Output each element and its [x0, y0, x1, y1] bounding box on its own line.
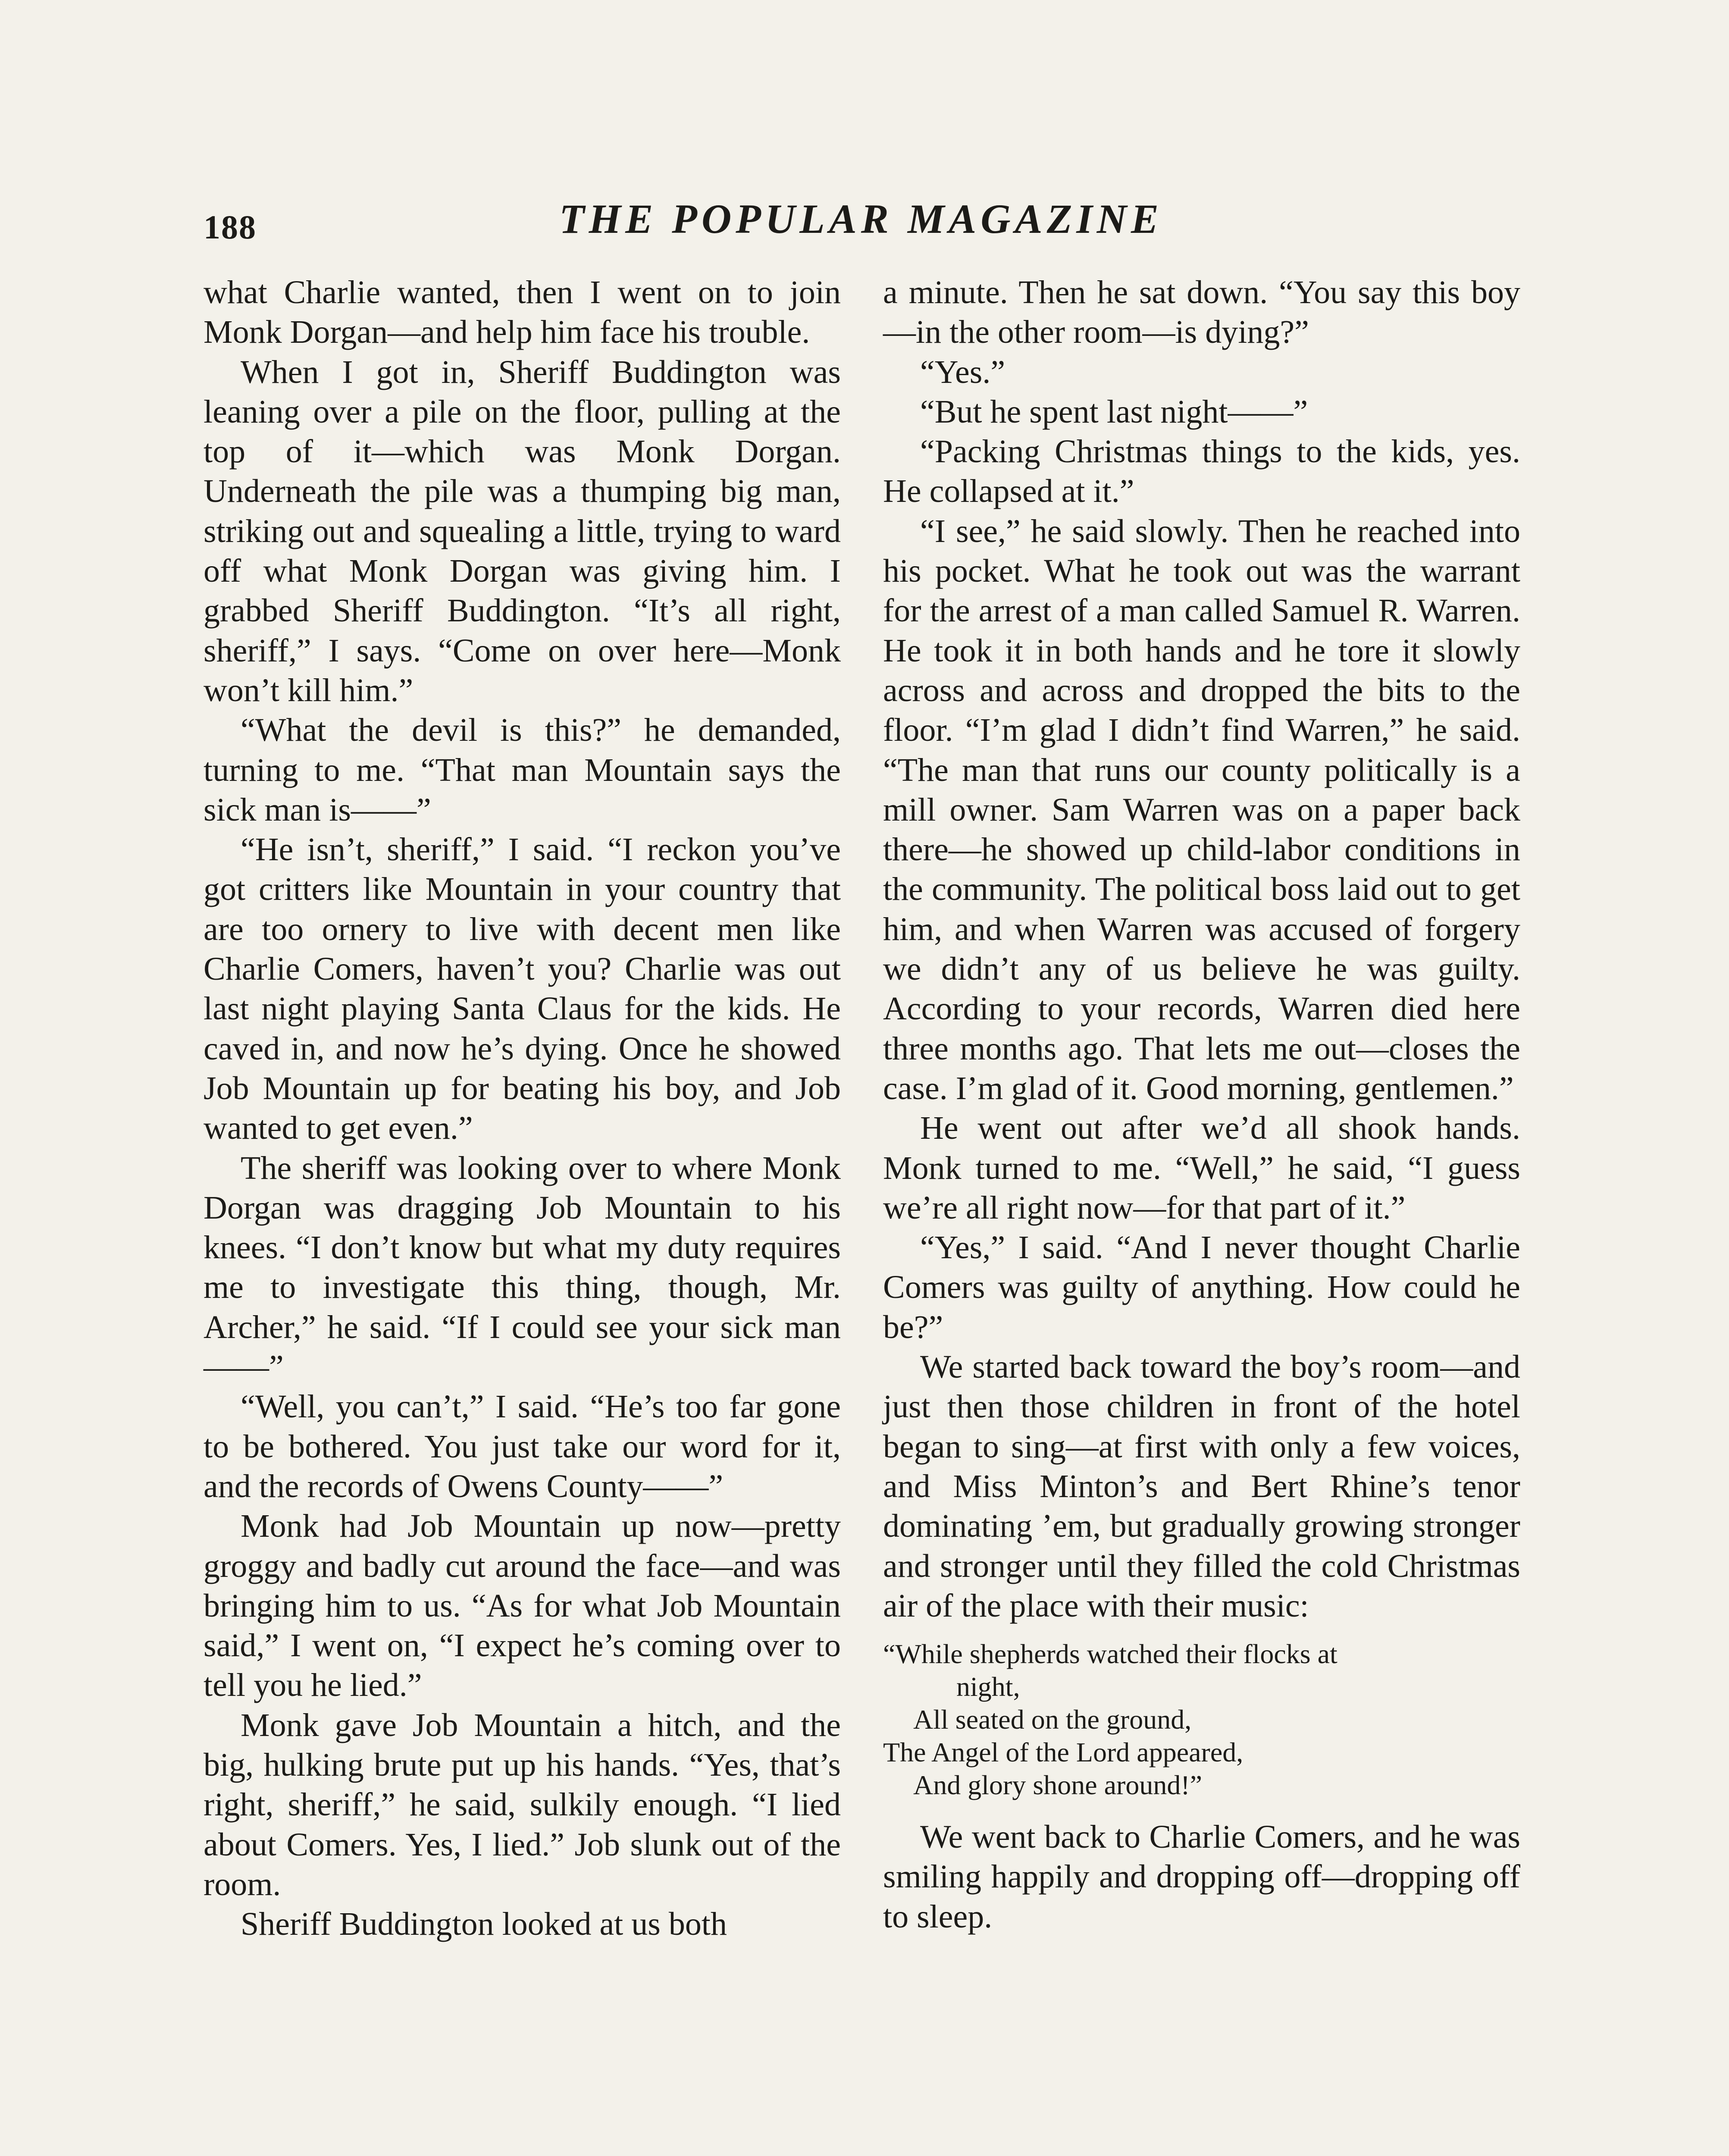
- page-header: [204, 195, 1519, 251]
- paragraph: “What the devil is this?” he demanded, turning to me. “That man Mountain says the sick man is——”: [204, 712, 841, 828]
- paragraph: “But he spent last night——”: [920, 393, 1308, 430]
- paragraph: “Yes.”: [920, 354, 1005, 390]
- paragraph: The sheriff was looking over to where Monk Dorgan was dragging Job Mountain to his knees. “I don’t know but what my duty requires me to investigate this thing, though, Mr. Archer,” he said. “If I could see your sick man——”: [204, 1150, 841, 1385]
- right-column: [883, 273, 1520, 1937]
- paragraph: “Well, you can’t,” I said. “He’s too far gone to be bothered. You just take our word for it, and the records of Owens County——”: [204, 1388, 841, 1504]
- hymn-verse: [883, 1638, 1520, 1802]
- paragraph: When I got in, Sheriff Buddington was leaning over a pile on the floor, pulling at the top of it—which was Monk Dorgan. Underneath the pile was a thumping big man, striking out and squealing a little, trying to ward off what Monk Dorgan was giving him. I grabbed Sheriff Buddington. “It’s all right, sheriff,” I says. “Come on over here—Monk won’t kill him.”: [204, 354, 841, 708]
- paragraph: “Packing Christmas things to the kids, yes. He collapsed at it.”: [883, 433, 1520, 510]
- paragraph: a minute. Then he sat down. “You say this boy—in the other room—is dying?”: [883, 274, 1520, 351]
- page-number: 188: [204, 208, 257, 246]
- paragraph: “He isn’t, sheriff,” I said. “I reckon you’ve got critters like Mountain in your country that are too ornery to live with decent men like Charlie Comers, haven’t you? Charlie was out last night playing Santa Claus for the kids. He caved in, and now he’s dying. Once he showed Job Mountain up for beating his boy, and Job wanted to get even.”: [204, 831, 841, 1147]
- verse-line: night,: [956, 1671, 1020, 1702]
- left-column: [204, 273, 841, 1944]
- verse-line: All seated on the ground,: [913, 1704, 1192, 1735]
- paragraph: “I see,” he said slowly. Then he reached into his pocket. What he took out was the warrant for the arrest of a man called Samuel R. Warren. He took it in both hands and he tore it slowly across and across and dropped the bits to the floor. “I’m glad I didn’t find Warren,” he said. “The man that runs our county politically is a mill owner. Sam Warren was on a paper back there—he showed up child-labor conditions in the community. The political boss laid out to get him, and when Warren was accused of forgery we didn’t any of us believe he was guilty. According to your records, Warren died here three months ago. That lets me out—closes the case. I’m glad of it. Good morning, gentlemen.”: [883, 513, 1520, 1106]
- paragraph: He went out after we’d all shook hands. Monk turned to me. “Well,” he said, “I guess we’re all right now—for that part of it.”: [883, 1110, 1520, 1226]
- verse-line: And glory shone around!”: [913, 1770, 1203, 1801]
- verse-line: “While shepherds watched their flocks at: [883, 1639, 1337, 1670]
- paragraph: Monk had Job Mountain up now—pretty groggy and badly cut around the face—and was bringing him to us. “As for what Job Mountain said,” I went on, “I expect he’s coming over to tell you he lied.”: [204, 1508, 841, 1704]
- paragraph: We went back to Charlie Comers, and he was smiling happily and dropping off—dropping off to sleep.: [883, 1819, 1520, 1935]
- magazine-title: THE POPULAR MAGAZINE: [559, 196, 1163, 242]
- paragraph: Monk gave Job Mountain a hitch, and the big, hulking brute put up his hands. “Yes, that’s right, sheriff,” he said, sulkily enough. “I lied about Comers. Yes, I lied.” Job slunk out of the room.: [204, 1707, 841, 1902]
- paragraph: “Yes,” I said. “And I never thought Charlie Comers was guilty of anything. How could he be?”: [883, 1229, 1520, 1345]
- paragraph: Sheriff Buddington looked at us both: [241, 1906, 727, 1943]
- paragraph: what Charlie wanted, then I went on to join Monk Dorgan—and help him face his trouble.: [204, 274, 841, 351]
- paragraph: We started back toward the boy’s room—and just then those children in front of the hotel began to sing—at first with only a few voices, and Miss Minton’s and Bert Rhine’s tenor dominating ’em, but gradually growing stronger and stronger until they filled the cold Christmas air of the place with their music:: [883, 1349, 1520, 1624]
- verse-line: The Angel of the Lord appeared,: [883, 1737, 1244, 1768]
